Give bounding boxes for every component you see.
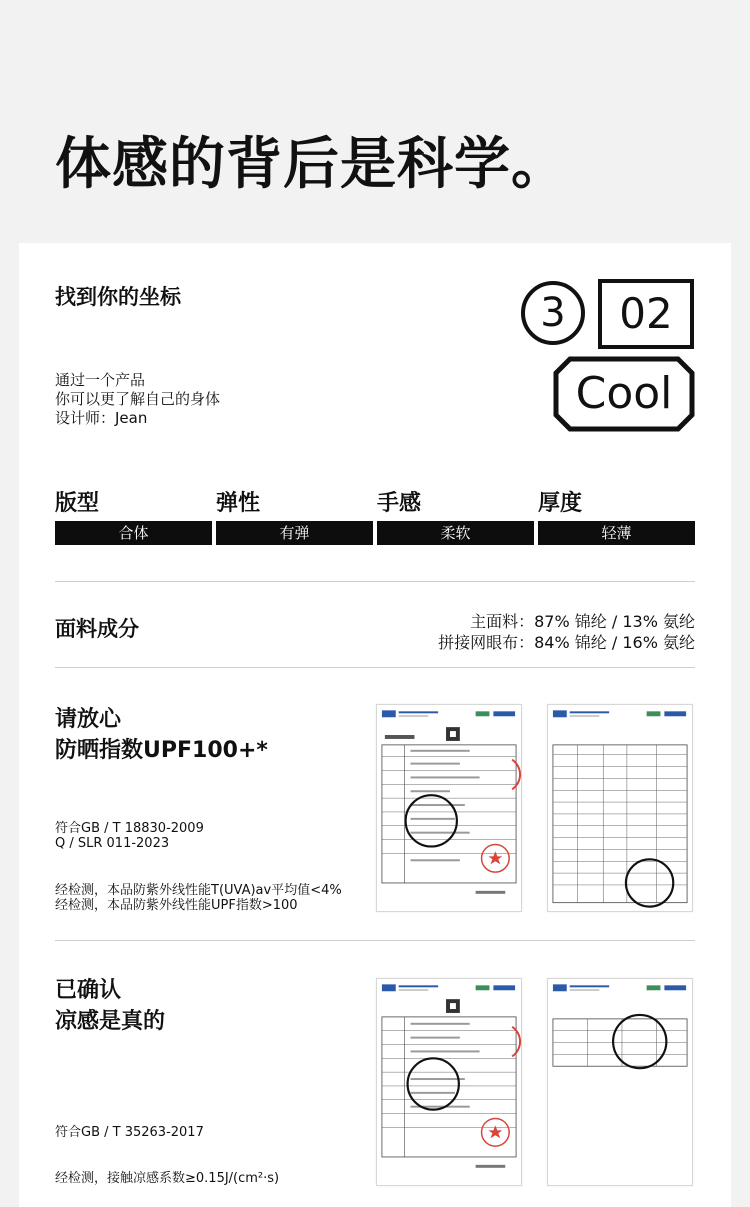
divider (55, 940, 695, 941)
upf-test-report-2 (547, 704, 693, 912)
fabric-line: 拼接网眼布：84% 锦纶 / 16% 氨纶 (438, 633, 695, 652)
upf-results (55, 883, 342, 913)
badge-number: 3 (521, 281, 585, 345)
cool-title-line: 已确认 (55, 978, 122, 1003)
attr-label: 版型 (55, 491, 100, 516)
page-headline: 体感的背后是科学。 (55, 132, 568, 197)
attr-label: 厚度 (538, 491, 583, 516)
fabric-title: 面料成分 (55, 617, 139, 641)
test-report-image (377, 705, 521, 911)
upf-title-line: 防晒指数UPF100+* (55, 738, 268, 763)
attr-elasticity (216, 489, 373, 545)
intro-text (55, 371, 220, 428)
cool-test-report-1 (376, 978, 522, 1186)
cool-result: 经检测，接触凉感系数≥0.15J/(cm²·s) (55, 1171, 280, 1186)
attr-value: 合体 (55, 521, 212, 545)
standard-line: Q / SLR 011-2023 (55, 836, 170, 851)
intro-line: 你可以更了解自己的身体 (55, 390, 221, 408)
test-report-image (377, 979, 521, 1185)
attr-thickness (538, 489, 695, 545)
test-report-image (548, 979, 692, 1185)
intro-title: 找到你的坐标 (55, 285, 181, 309)
intro-line: 通过一个产品 (55, 371, 146, 389)
divider (55, 581, 695, 582)
cool-title (55, 975, 165, 1037)
divider (55, 667, 695, 668)
result-line: 经检测，本品防紫外线性能UPF指数>100 (55, 898, 298, 913)
cool-title-line: 凉感是真的 (55, 1009, 166, 1034)
fabric-line: 主面料：87% 锦纶 / 13% 氨纶 (470, 612, 695, 631)
product-info-card (19, 243, 731, 1207)
badge-word: Cool (575, 368, 673, 419)
fabric-composition (438, 611, 695, 653)
attr-label: 弹性 (216, 491, 261, 516)
attr-value: 轻薄 (538, 521, 695, 545)
attr-value: 有弹 (216, 521, 373, 545)
attr-label: 手感 (377, 491, 422, 516)
upf-title (55, 704, 268, 766)
upf-title-line: 请放心 (55, 707, 122, 732)
badge-code: 02 (598, 279, 694, 349)
test-report-image (548, 705, 692, 911)
standard-line: 符合GB / T 18830-2009 (55, 821, 204, 836)
upf-standards (55, 821, 204, 851)
upf-test-report-1 (376, 704, 522, 912)
designer-line: 设计师：Jean (55, 409, 148, 427)
cool-test-report-2 (547, 978, 693, 1186)
result-line: 经检测，本品防紫外线性能T(UVA)av平均值<4% (55, 883, 342, 898)
attr-feel (377, 489, 534, 545)
attr-fit (55, 489, 212, 545)
attr-value: 柔软 (377, 521, 534, 545)
cool-standard: 符合GB / T 35263-2017 (55, 1125, 204, 1140)
